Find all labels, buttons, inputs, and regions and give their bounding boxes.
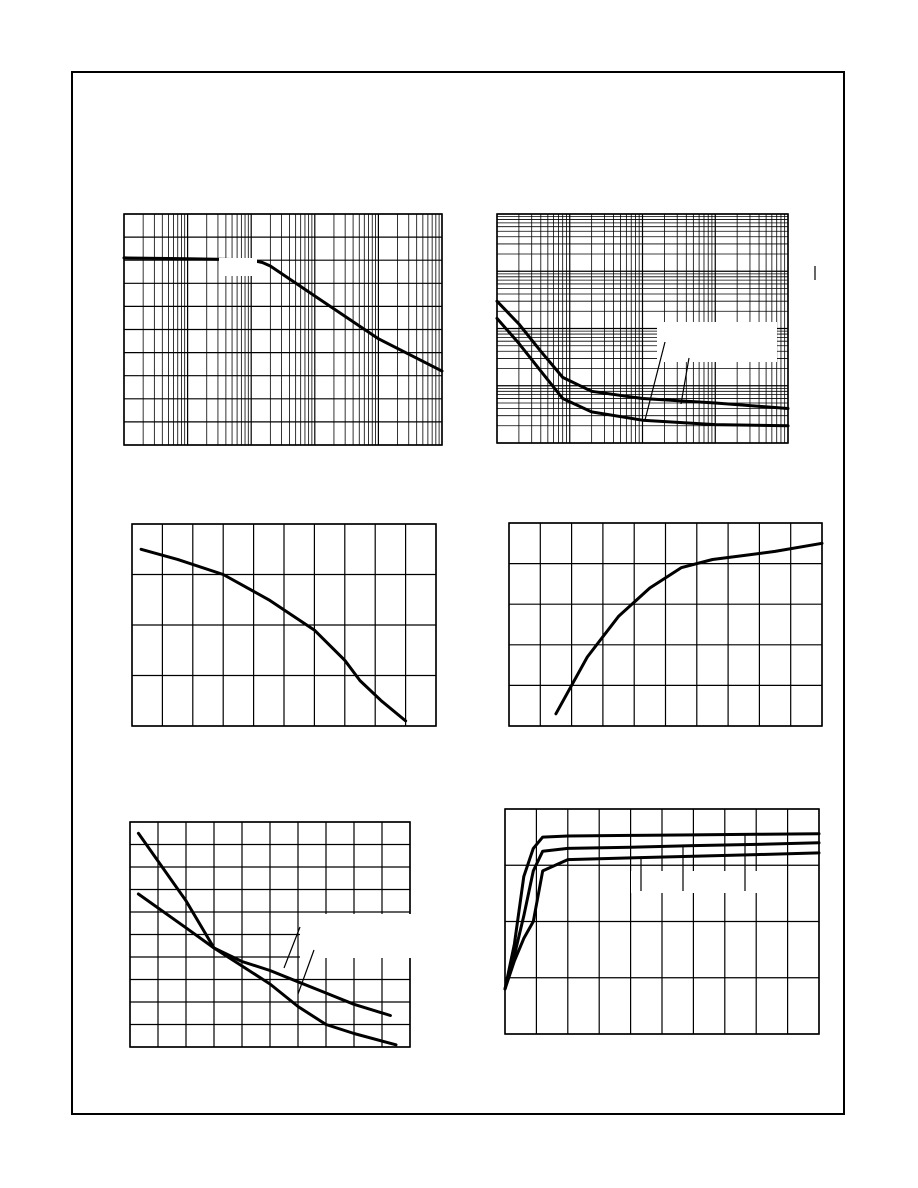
- chart-1-frequency-response: [124, 214, 442, 445]
- blank-label-area: [657, 322, 777, 362]
- chart-4-rising-curve: [509, 523, 822, 726]
- chart-5-crossing-curves: [130, 822, 410, 1047]
- series-line-1: [124, 258, 442, 371]
- chart-6-step-response: [505, 809, 819, 1034]
- annotation-pointer: [681, 358, 689, 404]
- gridlines: [509, 523, 822, 726]
- gridlines: [124, 214, 442, 445]
- chart-3-falling-curve: [132, 524, 436, 726]
- gridlines: [132, 524, 436, 726]
- chart-2-noise-curves: [497, 214, 788, 443]
- blank-label-area: [300, 914, 412, 958]
- series-line-1: [556, 543, 822, 714]
- blank-label-area: [219, 258, 257, 276]
- blank-label-area: [631, 871, 771, 893]
